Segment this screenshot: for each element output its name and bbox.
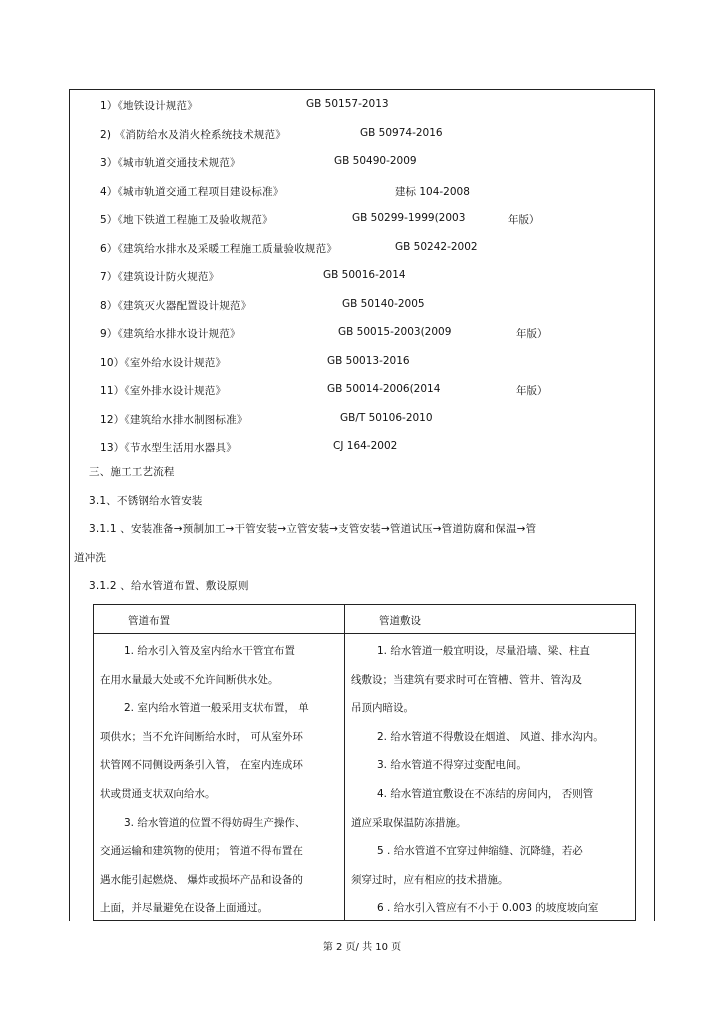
table-left-line: 上面，并尽量避免在设备上面通过。 (100, 902, 268, 915)
subsection-heading: 3.1.2 、给水管道布置、敷设原则 (89, 580, 249, 592)
reference-standard-code: GB 50490-2009 (334, 155, 417, 167)
table-right-line: 6 . 给水引入管应有不小于 0.003 的坡度坡向室 (377, 902, 599, 915)
reference-title: 2) 《消防给水及消火栓系统技术规范》 (100, 128, 286, 141)
reference-edition: 年版） (508, 214, 540, 226)
page-footer: 第 2 页/ 共 10 页 (322, 942, 402, 953)
reference-title: 10）《室外给水设计规范》 (100, 356, 227, 369)
reference-title: 8）《建筑灭火器配置设计规范》 (100, 299, 252, 312)
reference-title: 1）《地铁设计规范》 (100, 100, 198, 112)
table-left-line: 3. 给水管道的位置不得妨碍生产操作、 (124, 816, 306, 829)
table-divider (344, 605, 345, 920)
reference-title: 4）《城市轨道交通工程项目建设标准》 (100, 185, 284, 198)
table-header-right: 管道敷设 (379, 615, 421, 627)
table-header-divider (94, 633, 635, 634)
process-flow-text-cont: 道冲洗 (74, 552, 107, 564)
table-left-line: 交通运输和建筑物的使用； 管道不得布置在 (100, 845, 303, 858)
reference-standard-code: GB/T 50106-2010 (340, 411, 433, 424)
reference-standard-code: GB 50242-2002 (395, 240, 478, 253)
table-right-line: 线敷设；当建筑有要求时可在管槽、管井、管沟及 (351, 673, 582, 686)
table-left-line: 在用水量最大处或不允许间断供水处。 (100, 673, 279, 686)
table-right-line: 3. 给水管道不得穿过变配电间。 (377, 759, 527, 772)
table-left-line: 状或贯通支状双向给水。 (100, 788, 216, 800)
table-left-line: 遇水能引起燃烧、 爆炸或损坏产品和设备的 (100, 873, 303, 886)
table-left-line: 2. 室内给水管道一般采用支状布置， 单 (124, 702, 309, 715)
table-left-line: 1. 给水引入管及室内给水干管宜布置 (124, 645, 295, 657)
reference-standard-code: GB 50013-2016 (327, 354, 410, 367)
reference-standard-code: GB 50974-2016 (360, 126, 443, 139)
table-right-line: 4. 给水管道宜敷设在不冻结的房间内， 否则管 (377, 788, 594, 800)
reference-standard-code: GB 50014-2006(2014 (327, 383, 441, 395)
reference-title: 11）《室外排水设计规范》 (100, 385, 227, 397)
reference-title: 7）《建筑设计防火规范》 (100, 271, 220, 283)
reference-standard-code: GB 50299-1999(2003 (352, 212, 466, 224)
reference-standard-code: GB 50157-2013 (306, 98, 389, 110)
reference-edition: 年版） (516, 328, 548, 340)
reference-title: 9）《建筑给水排水设计规范》 (100, 328, 241, 340)
pipe-principles-table (93, 604, 636, 921)
table-right-line: 道应采取保温防冻措施。 (351, 816, 467, 829)
reference-title: 13）《节水型生活用水器具》 (100, 442, 237, 454)
reference-standard-code: GB 50016-2014 (323, 269, 406, 281)
table-right-line: 吊顶内暗设。 (351, 702, 414, 715)
section-heading: 三、施工工艺流程 (89, 466, 175, 478)
table-right-line: 2. 给水管道不得敷设在烟道、 风道、排水沟内。 (377, 730, 604, 743)
reference-title: 12）《建筑给水排水制图标准》 (100, 413, 248, 426)
table-right-line: 须穿过时，应有相应的技术措施。 (351, 873, 509, 886)
reference-title: 3）《城市轨道交通技术规范》 (100, 157, 241, 169)
table-left-line: 项供水；当不允许间断给水时， 可从室外环 (100, 730, 303, 743)
reference-edition: 年版） (516, 385, 548, 397)
table-header-left: 管道布置 (128, 615, 170, 627)
reference-title: 6）《建筑给水排水及采暖工程施工质量验收规范》 (100, 242, 338, 255)
reference-standard-code: CJ 164-2002 (333, 440, 398, 452)
subsection-heading: 3.1、不锈钢给水管安装 (89, 495, 203, 507)
table-right-line: 1. 给水管道一般宜明设，尽量沿墙、梁、柱直 (377, 645, 590, 657)
reference-standard-code: GB 50015-2003(2009 (338, 326, 452, 338)
reference-standard-code: GB 50140-2005 (342, 297, 425, 310)
reference-standard-code: 建标 104-2008 (395, 185, 470, 198)
table-right-line: 5 . 给水管道不宜穿过伸缩缝、沉降缝，若必 (377, 845, 583, 858)
table-left-line: 状管网不同侧设两条引入管， 在室内连成环 (100, 759, 303, 772)
process-flow-text: 3.1.1 、安装准备→预制加工→干管安装→立管安装→支管安装→管道试压→管道防腐和保温→管 (89, 523, 537, 535)
reference-title: 5）《地下铁道工程施工及验收规范》 (100, 214, 273, 226)
